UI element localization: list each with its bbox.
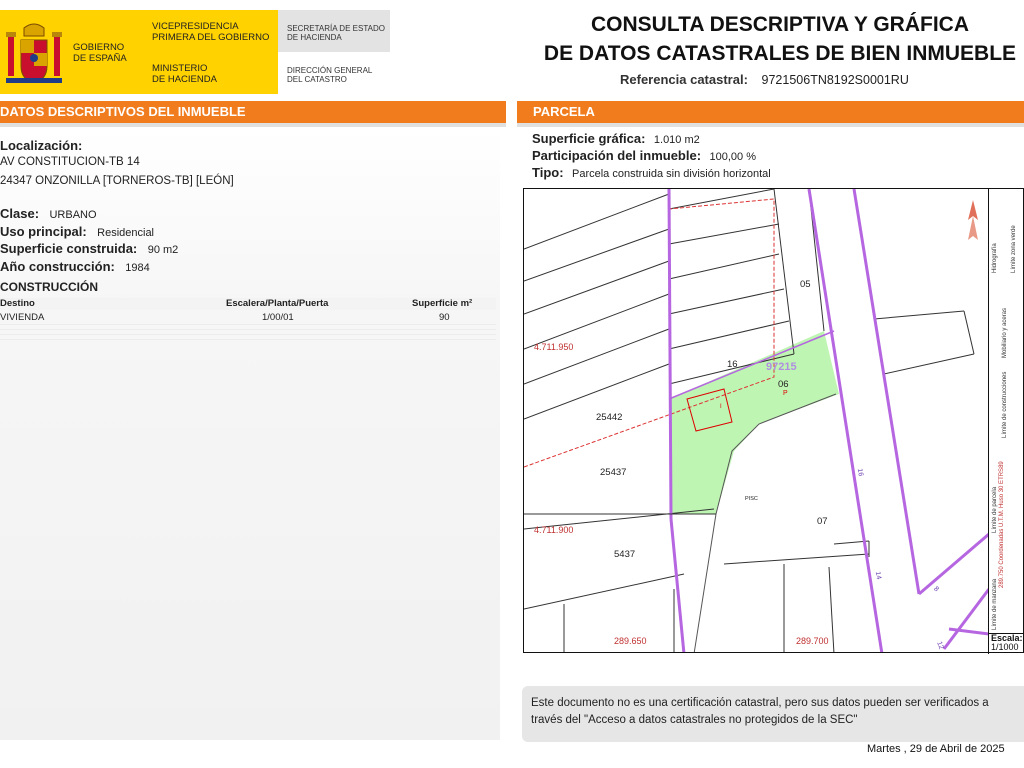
participacion-value: 100,00 % — [709, 151, 756, 163]
superficie-row — [0, 240, 178, 258]
north-arrow-icon — [967, 200, 979, 244]
parcel-label[interactable]: 07 — [817, 516, 828, 527]
title-line-1: CONSULTA DESCRIPTIVA Y GRÁFICA — [590, 13, 970, 36]
pool-label: PISC — [745, 496, 758, 502]
parcel-label[interactable]: 05 — [800, 279, 811, 290]
parcel-label[interactable]: 06 — [778, 379, 789, 390]
section-divider — [517, 123, 1024, 127]
anio-row — [0, 258, 150, 276]
participacion-label: Participación del inmueble: — [532, 148, 702, 163]
coord-y-bottom: 4.711.900 — [534, 525, 574, 535]
ref-value[interactable]: 9721506TN8192S0001RU — [761, 73, 909, 87]
projection-label: 289.750 Coordenadas U.T.M. Huso 30 ETRS89 — [999, 461, 1005, 588]
table-row — [0, 312, 496, 324]
section-divider — [0, 123, 506, 127]
uso-label: Uso principal: — [0, 224, 87, 239]
section-header-parcela: PARCELA — [517, 101, 1024, 123]
disclaimer-note — [522, 686, 1024, 742]
uso-row — [0, 223, 154, 241]
referencia-catastral — [620, 72, 909, 87]
street-number-label: 14 — [873, 571, 883, 580]
highlighted-parcel — [669, 331, 839, 514]
legend-item: Hidrografía — [992, 243, 998, 273]
clase-label: Clase: — [0, 206, 40, 221]
cadastral-map[interactable] — [523, 188, 1024, 653]
tipo-label: Tipo: — [532, 165, 564, 180]
legend-item: Límite de manzana — [992, 578, 998, 630]
map-drawing — [524, 189, 989, 653]
sup-grafica-value: 1.010 m2 — [653, 134, 700, 146]
map-legend — [988, 188, 1024, 633]
section-header-datos: DATOS DESCRIPTIVOS DEL INMUEBLE — [0, 101, 506, 123]
table-separator-lines — [0, 324, 496, 344]
gobierno-label: GOBIERNO DE ESPAÑA — [73, 42, 127, 64]
legend-item: Mobiliario y aceras — [1002, 307, 1008, 358]
tipo-value: Parcela construida sin división horizontal — [571, 168, 771, 180]
address-line-1: AV CONSTITUCION-TB 14 — [0, 156, 140, 168]
secretaria-block — [278, 10, 390, 52]
superficie-value: 90 m2 — [147, 244, 179, 256]
legend-item: Límite zona verde — [1011, 225, 1017, 273]
document-title — [540, 10, 1020, 68]
ministerio-label: MINISTERIO DE HACIENDA — [152, 63, 217, 85]
superficie-label: Superficie construida: — [0, 241, 138, 256]
construccion-table-header — [0, 298, 496, 310]
parcel-mark: P — [783, 390, 788, 397]
ref-label: Referencia catastral: — [620, 72, 748, 87]
col-destino: Destino — [0, 298, 35, 309]
document-date: Martes , 29 de Abril de 2025 — [867, 743, 1005, 755]
direccion-label: DIRECCIÓN GENERAL DEL CATASTRO — [287, 66, 373, 84]
scale-label: Escala: — [991, 633, 1023, 643]
parcel-label[interactable]: 25442 — [596, 412, 623, 423]
coat-of-arms-icon — [4, 22, 64, 88]
street-number-label: 12 — [935, 640, 945, 651]
street-number-label: 8 — [932, 585, 940, 594]
legend-item: Límite de construcciones — [1002, 371, 1008, 438]
parcel-label[interactable]: 25437 — [600, 467, 627, 478]
anio-value: 1984 — [125, 262, 150, 274]
document-header — [0, 0, 1024, 100]
coord-x-right: 289.700 — [796, 636, 829, 646]
street-number-label: 16 — [855, 468, 865, 477]
tipo-row — [532, 164, 771, 182]
sup-grafica-row — [532, 130, 700, 148]
secretaria-label: SECRETARÍA DE ESTADO DE HACIENDA — [287, 24, 385, 42]
construccion-title: CONSTRUCCIÓN — [0, 280, 98, 294]
localizacion-label: Localización: — [0, 138, 83, 153]
block-label[interactable]: 97215 — [766, 361, 797, 373]
scale-box — [988, 633, 1024, 654]
government-logo-block — [0, 10, 278, 94]
sup-grafica-label: Superficie gráfica: — [532, 131, 646, 146]
clase-row — [0, 205, 97, 223]
col-escalera: Escalera/Planta/Puerta — [226, 298, 329, 309]
coord-x-left: 289.650 — [614, 636, 647, 646]
uso-value: Residencial — [97, 227, 155, 239]
direccion-block — [278, 52, 390, 94]
address-line-2: 24347 ONZONILLA [TORNEROS-TB] [LEÓN] — [0, 175, 234, 187]
cell-escalera: 1/00/01 — [262, 312, 294, 323]
localizacion-row — [0, 137, 82, 155]
vicepresidencia-label: VICEPRESIDENCIA PRIMERA DEL GOBIERNO — [152, 21, 270, 43]
parcel-label[interactable]: 5437 — [614, 549, 636, 560]
scale-value: 1/1000 — [991, 642, 1019, 652]
disclaimer-text: Este documento no es una certificación catastral, pero sus datos pueden ser verificados a través del "Acceso a datos catastrales no protegidos de la SEC" — [531, 697, 989, 726]
title-line-2: DE DATOS CATASTRALES DE BIEN INMUEBLE — [543, 42, 1017, 65]
col-superficie: Superficie m² — [412, 298, 473, 309]
clase-value: URBANO — [49, 209, 97, 221]
parcel-label[interactable]: 16 — [727, 359, 738, 370]
datos-descriptivos-panel — [0, 128, 500, 740]
floor-mark: I — [720, 404, 722, 410]
cell-destino: VIVIENDA — [0, 312, 45, 323]
participacion-row — [532, 147, 756, 165]
coord-y-top: 4.711.950 — [534, 342, 574, 352]
anio-label: Año construcción: — [0, 259, 115, 274]
cell-superficie: 90 — [439, 312, 450, 323]
legend-item: Límite de parcela — [992, 486, 998, 533]
